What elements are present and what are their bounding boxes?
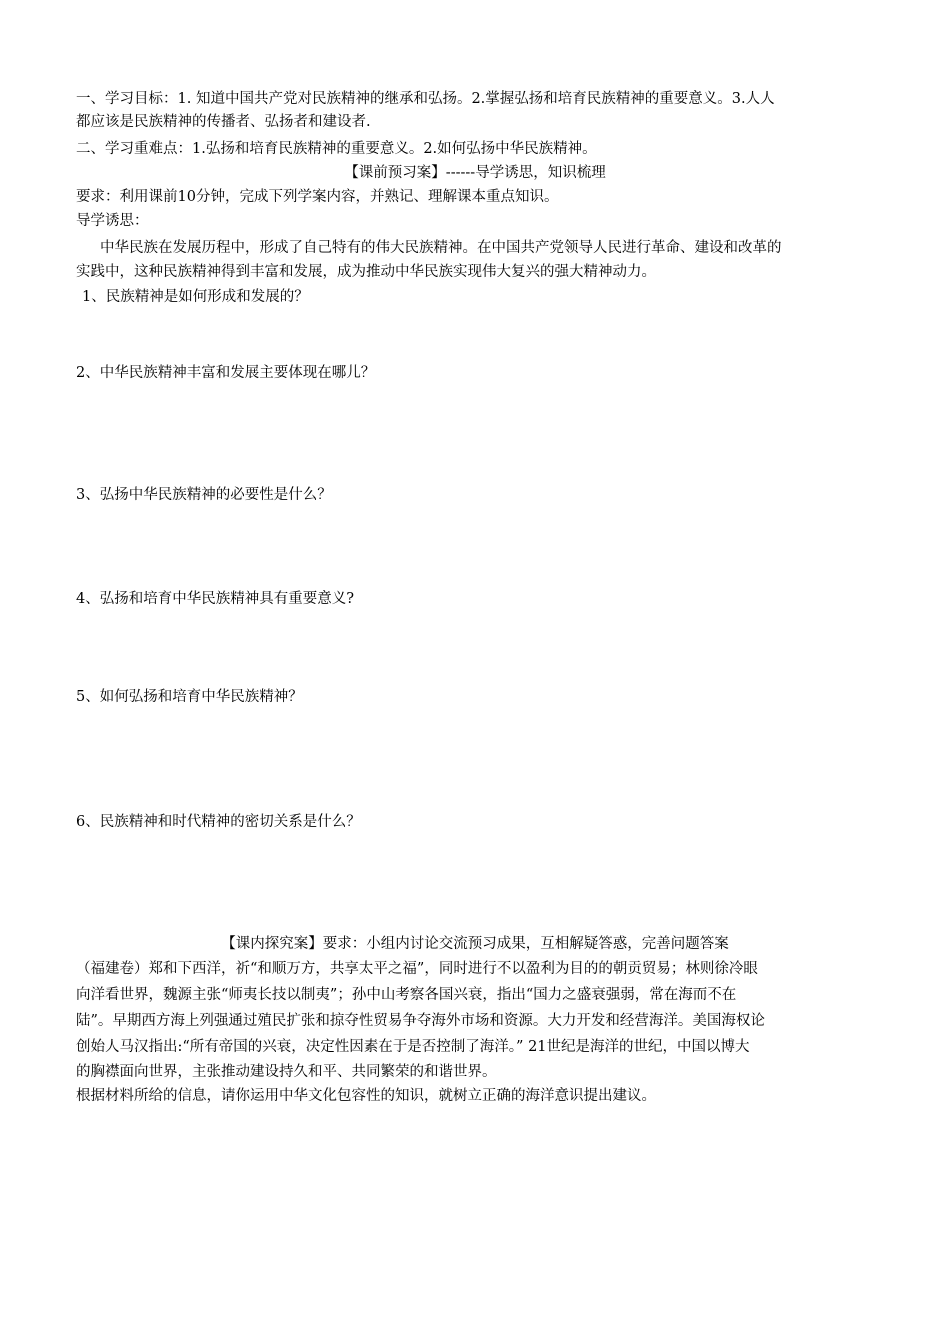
material-line-1: （福建卷）郑和下西洋，祈“和顺万方，共享太平之福”，同时进行不以盈利为目的的朝贡贸易；林则徐冷眼 xyxy=(76,961,758,977)
material-line-2: 向洋看世界，魏源主张“师夷长技以制夷”；孙中山考察各国兴衰，指出“国力之盛衰强弱，常在海而不在 xyxy=(76,987,737,1003)
inquiry-heading: 【课内探究案】要求：小组内讨论交流预习成果，互相解疑答惑，完善问题答案 xyxy=(221,936,729,952)
objectives-line-2: 都应该是民族精神的传播者、弘扬者和建设者. xyxy=(76,114,371,130)
objectives-line-1: 一、学习目标：1. 知道中国共产党对民族精神的继承和弘扬。2.掌握弘扬和培育民族精神的重要意义。3.人人 xyxy=(76,91,775,107)
intro-line-1: 中华民族在发展历程中，形成了自己特有的伟大民族精神。在中国共产党领导人民进行革命、建设和改革的 xyxy=(100,240,782,256)
material-line-5: 的胸襟面向世界，主张推动建设持久和平、共同繁荣的和谐世界。 xyxy=(76,1064,497,1080)
question-5: 5、如何弘扬和培育中华民族精神？ xyxy=(76,689,303,705)
question-4: 4、弘扬和培育中华民族精神具有重要意义? xyxy=(76,591,354,607)
material-line-4: 创始人马汉指出:“所有帝国的兴衰，决定性因素在于是否控制了海洋。” 21世纪是海洋的世纪，中国以博大 xyxy=(76,1039,750,1055)
question-1: 1、民族精神是如何形成和发展的？ xyxy=(82,289,309,305)
guide-label: 导学诱思： xyxy=(76,213,149,229)
question-3: 3、弘扬中华民族精神的必要性是什么？ xyxy=(76,487,332,503)
inquiry-task: 根据材料所给的信息，请你运用中华文化包容性的知识，就树立正确的海洋意识提出建议。 xyxy=(76,1088,656,1104)
question-2: 2、中华民族精神丰富和发展主要体现在哪儿？ xyxy=(76,365,376,381)
intro-line-2: 实践中，这种民族精神得到丰富和发展，成为推动中华民族实现伟大复兴的强大精神动力。 xyxy=(76,264,656,280)
preview-heading: 【课前预习案】------导学诱思，知识梳理 xyxy=(344,165,606,181)
preview-requirement: 要求：利用课前10分钟，完成下列学案内容，并熟记、理解课本重点知识。 xyxy=(76,189,559,205)
key-points: 二、学习重难点：1.弘扬和培育民族精神的重要意义。2.如何弘扬中华民族精神。 xyxy=(76,141,597,157)
material-line-3: 陆”。早期西方海上列强通过殖民扩张和掠夺性贸易争夺海外市场和资源。大力开发和经营海洋。美国海权论 xyxy=(76,1013,765,1029)
question-6: 6、民族精神和时代精神的密切关系是什么？ xyxy=(76,814,361,830)
